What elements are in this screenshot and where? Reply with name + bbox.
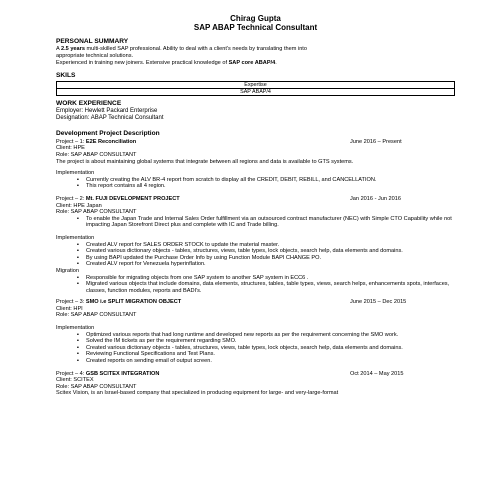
dev-projects-heading: Development Project Description <box>56 130 160 138</box>
project-2-header: Project – 2: Mt. FUJI DEVELOPMENT PROJECT Jan 2016 - Jun 2016 <box>56 196 455 203</box>
project-1-client: Client: HPE <box>56 145 85 152</box>
project-2-impl-label: Implementation <box>56 234 95 241</box>
list-item: ▪ This report contains all 4 region. <box>86 183 455 190</box>
skills-table-header: Expertise <box>57 81 455 88</box>
list-item: ▪ Solved the IM tickets as per the requirement regarding SMO. <box>86 338 455 345</box>
project-1-header: Project – 1: E2E Reconciliation June 2016 – Present <box>56 139 455 146</box>
project-4-name: GSB SCITEX INTEGRATION <box>85 370 160 377</box>
project-2-dates: Jan 2016 - Jun 2016 <box>350 195 402 202</box>
list-item: ▪ Created ALV report for SALES ORDER STOCK to update the material master. <box>86 242 455 249</box>
summary-line-3: Experienced in training new joiners. Extensive practical knowledge of SAP core ABAP/4. <box>56 59 277 66</box>
project-2-migration-label: Migration <box>56 267 80 274</box>
experience-employer: Employer: Hewlett Packard Enterprise <box>56 108 158 114</box>
project-2-role: Role: SAP ABAP CONSULTANT <box>56 209 137 216</box>
project-1-name: E2E Reconciliation <box>85 138 137 145</box>
candidate-name: Chirag Gupta <box>230 14 281 23</box>
project-1-dates: June 2016 – Present <box>350 138 402 145</box>
summary-line-1: A 2.5 years multi-skilled SAP professional. Ability to deal with a client's needs by translating them into <box>56 46 307 53</box>
project-1-role: Role: SAP ABAP CONSULTANT <box>56 152 137 158</box>
list-item: ▪ Reviewing Functional Specifications and Test Plans. <box>86 351 455 358</box>
project-2-intro-bullets <box>56 216 455 229</box>
project-3-dates: June 2015 – Dec 2015 <box>350 299 407 306</box>
project-3-header: Project – 3: SMO i.e SPLIT MIGRATION OBJECT June 2015 – Dec 2015 <box>56 299 455 306</box>
project-2-client: Client: HPE Japan <box>56 202 102 209</box>
project-2-migration-bullets <box>56 275 455 295</box>
project-3-bullets <box>56 332 455 365</box>
project-3-name: SMO i.e SPLIT MIGRATION OBJECT <box>85 299 182 306</box>
experience-heading: WORK EXPERIENCE <box>56 99 122 107</box>
project-4-header: Project – 4: GSB SCITEX INTEGRATION Oct 2014 – May 2015 <box>56 371 455 378</box>
project-2-bullets <box>56 242 455 268</box>
list-item: ▪ Migrated various objects that include domains, data elements, structures, tables, table types, views, search helps, enhancements spots, interfaces, classes, function modules, reports and BADI's. <box>86 281 455 294</box>
project-2-name: Mt. FUJI DEVELOPMENT PROJECT <box>85 195 180 202</box>
project-1-impl-label: Implementation <box>56 170 95 177</box>
summary-heading: PERSONAL SUMMARY <box>56 38 129 45</box>
skills-table <box>56 81 455 96</box>
project-3-role: Role: SAP ABAP CONSULTANT <box>56 312 137 319</box>
summary-line-2: appropriate technical solutions. <box>56 53 134 59</box>
project-4-dates: Oct 2014 – May 2015 <box>350 370 404 377</box>
project-3-client: Client: HPI <box>56 305 83 312</box>
skills-table-value: SAP ABAP/4 <box>57 88 455 95</box>
skills-heading: SKILS <box>56 72 76 80</box>
project-1-desc: The project is about maintaining global systems that integrate between all regions and data is available to GTS systems. <box>56 158 354 165</box>
list-item: ▪ Responsible for migrating objects from one SAP system to another SAP system in ECC6 . <box>86 275 455 282</box>
list-item: ▪ Created ALV report for Venezuela hyperinflation. <box>86 261 455 268</box>
list-item: ▪ Currently creating the ALV BR-4 report from scratch to display all the CREDIT, DEBIT, REBILL, and CANCELLATION. <box>86 177 455 184</box>
project-1-bullets <box>56 177 455 190</box>
project-3-impl-label: Implementation <box>56 325 95 332</box>
project-4-client: Client: SCITEX <box>56 377 94 384</box>
experience-designation: Designation: ABAP Technical Consultant <box>56 115 164 122</box>
project-4-desc: Scitex Vision, is an Israel-based company that specialized in producing equipment for large- and very-large-format <box>56 390 339 397</box>
list-item: ▪ Optimized various reports that had long runtime and developed new reports as per the requirement concerning the SMO work. <box>86 332 455 339</box>
project-4-role: Role: SAP ABAP CONSULTANT <box>56 383 137 390</box>
list-item: ▪ Created reports on sending email of output screen. <box>86 358 455 365</box>
candidate-role: SAP ABAP Technical Consultant <box>193 23 318 32</box>
list-item: ▪ By using BAPI updated the Purchase Order Info by using Function Module BAPI CHANGE PO. <box>86 255 455 262</box>
list-item: ▪ To enable the Japan Trade and Internal Sales Order fulfillment via an outsourced contract manufacturer (NEC) with Simple CTO Capability while not impacting Japan Storefront Direct plus and complete with IC and Trade billing. <box>86 216 455 229</box>
list-item: ▪ Created various dictionary objects - tables, structures, views, table types, lock objects, search help, data elements and domains. <box>86 248 455 255</box>
list-item: ▪ Created various dictionary objects - tables, structures, views, table types, lock objects, search help, data elements and domains. <box>86 345 455 352</box>
